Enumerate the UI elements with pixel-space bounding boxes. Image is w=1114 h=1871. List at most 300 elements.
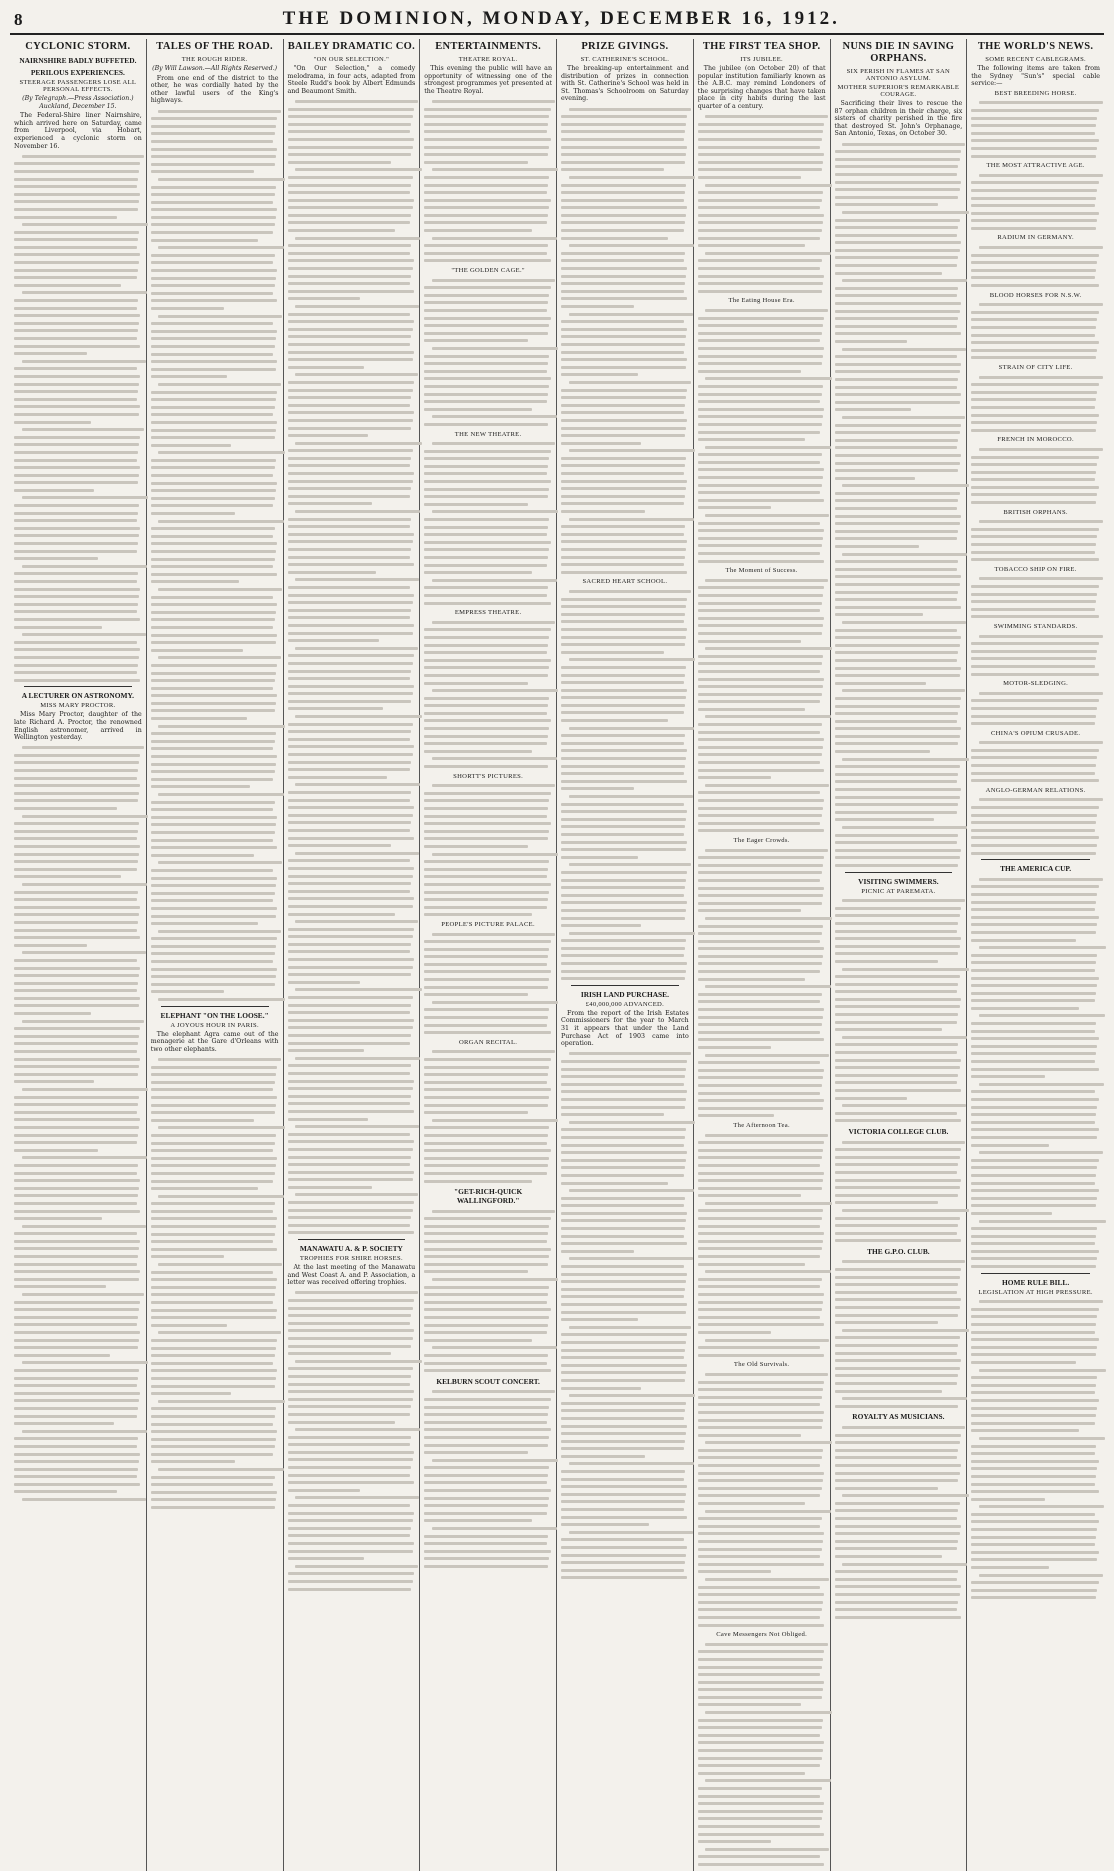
section-head: Cave Messengers Not Obliged. xyxy=(716,1631,808,1639)
text-line xyxy=(288,206,413,209)
text-line xyxy=(288,252,411,255)
text-line xyxy=(835,780,958,783)
text-line xyxy=(705,1270,830,1273)
text-line xyxy=(561,879,686,882)
text-line xyxy=(424,301,548,304)
text-line xyxy=(835,1585,961,1588)
text-line xyxy=(424,651,547,654)
text-line xyxy=(835,1352,958,1355)
text-line xyxy=(151,1407,276,1410)
cable-head: SWIMMING STANDARDS. xyxy=(993,622,1078,630)
text-line xyxy=(14,246,137,249)
text-line xyxy=(288,1216,412,1219)
text-line xyxy=(424,674,548,677)
text-line xyxy=(288,1133,411,1136)
text-line xyxy=(151,193,275,196)
text-line xyxy=(971,406,1095,409)
text-line xyxy=(561,229,684,232)
text-line xyxy=(151,687,274,690)
text-line xyxy=(698,393,822,396)
text-line xyxy=(561,1075,685,1078)
text-line xyxy=(561,1235,684,1238)
text-line xyxy=(971,1543,1095,1546)
text-line xyxy=(698,693,822,696)
text-line xyxy=(561,954,684,957)
text-line xyxy=(971,1346,1097,1349)
text-line xyxy=(698,317,824,320)
text-line xyxy=(971,650,1097,653)
text-line xyxy=(698,624,823,627)
text-line xyxy=(424,1504,548,1507)
text-line xyxy=(151,1081,275,1084)
text-line xyxy=(835,1517,958,1520)
text-line xyxy=(835,1119,961,1122)
text-line xyxy=(288,806,414,809)
article-intro: From one end of the district to the other, he was cordially hated by the other lawful users of the King's highways. xyxy=(150,74,279,105)
text-line xyxy=(979,798,1103,801)
text-line xyxy=(424,602,550,605)
text-line xyxy=(288,548,412,551)
text-line xyxy=(971,585,1098,588)
text-line xyxy=(971,1589,1097,1592)
text-line xyxy=(561,1227,685,1230)
text-line xyxy=(151,497,275,500)
text-line xyxy=(288,389,413,392)
text-line xyxy=(971,1513,1095,1516)
text-line xyxy=(14,1065,139,1068)
text-line xyxy=(288,1026,413,1029)
text-line xyxy=(835,930,958,933)
text-line xyxy=(561,704,685,707)
text-line xyxy=(424,712,547,715)
text-line xyxy=(14,868,137,871)
text-line xyxy=(698,955,823,958)
text-line xyxy=(424,393,548,396)
text-line xyxy=(561,199,684,202)
text-line xyxy=(698,1023,822,1026)
text-line xyxy=(971,318,1097,321)
text-line xyxy=(561,1265,684,1268)
text-line xyxy=(698,1240,823,1243)
text-line xyxy=(424,1428,550,1431)
text-line xyxy=(842,553,967,556)
text-line xyxy=(424,822,550,825)
text-line xyxy=(561,613,685,616)
text-line xyxy=(151,429,276,432)
subhead-2: STEERAGE PASSENGERS LOSE ALL PERSONAL EFFECTS. xyxy=(19,79,137,93)
byline: (By Will Lawson.—All Rights Reserved.) xyxy=(152,65,278,72)
text-line xyxy=(288,738,411,741)
section-head: The Eating House Era. xyxy=(728,297,795,305)
text-line xyxy=(424,309,547,312)
text-line xyxy=(151,375,228,378)
text-line xyxy=(288,1504,411,1507)
text-line xyxy=(151,1180,274,1183)
text-line xyxy=(971,1197,1097,1200)
text-line xyxy=(698,1016,823,1019)
text-line xyxy=(288,935,413,938)
text-line xyxy=(151,1119,254,1122)
article-intro-2: The elephant Agra came out of the menagerie at the Gare d'Orleans with two other elephants. xyxy=(150,1030,279,1053)
text-line xyxy=(698,1810,823,1813)
text-line xyxy=(14,1301,140,1304)
text-line xyxy=(698,1323,824,1326)
text-line xyxy=(698,947,824,950)
text-line xyxy=(698,1616,821,1619)
text-line xyxy=(561,1576,687,1579)
text-line xyxy=(158,1126,284,1129)
text-line xyxy=(971,1331,1095,1334)
text-line xyxy=(288,138,414,141)
text-line xyxy=(835,1344,959,1347)
text-line xyxy=(561,1303,687,1306)
text-line xyxy=(158,1058,281,1061)
subhead-2: £40,000,000 ADVANCED. xyxy=(585,1000,665,1008)
text-line xyxy=(158,861,282,864)
text-line xyxy=(424,1489,550,1492)
text-line xyxy=(288,1307,413,1310)
section-head: The Afternoon Tea. xyxy=(733,1121,790,1129)
text-line xyxy=(424,146,549,149)
text-line xyxy=(842,1036,967,1039)
text-line xyxy=(698,1411,824,1414)
text-line xyxy=(842,758,968,761)
headline-3: VICTORIA COLLEGE CLUB. xyxy=(848,1126,949,1136)
text-line xyxy=(561,1349,685,1352)
text-line xyxy=(561,711,684,714)
text-line xyxy=(288,502,372,505)
text-line xyxy=(151,709,275,712)
text-line xyxy=(698,1209,823,1212)
text-line xyxy=(835,735,960,738)
text-line xyxy=(424,1369,550,1372)
text-line xyxy=(288,814,413,817)
text-line xyxy=(14,1308,139,1311)
text-line xyxy=(432,100,555,103)
text-line xyxy=(698,229,822,232)
text-line xyxy=(424,1180,531,1183)
text-line xyxy=(698,1840,771,1843)
text-line xyxy=(14,557,98,560)
text-line xyxy=(432,1001,558,1004)
text-line xyxy=(424,727,549,730)
text-line xyxy=(151,1491,277,1494)
text-line xyxy=(151,1073,276,1076)
text-line xyxy=(561,848,686,851)
deck: NAIRNSHIRE BADLY BUFFETED. xyxy=(19,56,137,65)
text-line xyxy=(424,868,548,871)
text-line xyxy=(698,1757,822,1760)
text-line xyxy=(295,1428,420,1431)
text-line xyxy=(151,1286,276,1289)
text-line xyxy=(835,1487,938,1490)
text-line xyxy=(835,796,960,799)
text-line xyxy=(842,968,968,971)
text-line xyxy=(288,1466,412,1469)
text-line xyxy=(698,522,821,525)
text-line xyxy=(561,563,684,566)
text-line xyxy=(288,404,411,407)
text-line xyxy=(151,823,276,826)
text-line xyxy=(569,1531,693,1534)
text-line xyxy=(698,1354,824,1357)
text-line xyxy=(835,1441,960,1444)
text-line xyxy=(151,975,276,978)
text-line xyxy=(424,332,548,335)
text-line xyxy=(561,206,687,209)
text-line xyxy=(971,665,1095,668)
text-line xyxy=(288,1201,414,1204)
text-line xyxy=(971,608,1095,611)
text-line xyxy=(979,946,1106,949)
text-line xyxy=(835,1201,938,1204)
text-line xyxy=(569,108,692,111)
text-line xyxy=(835,990,958,993)
text-line xyxy=(971,969,1095,972)
text-line xyxy=(835,1186,960,1189)
text-line xyxy=(971,992,1096,995)
text-line xyxy=(22,815,148,818)
text-line xyxy=(14,534,139,537)
text-line xyxy=(971,334,1095,337)
text-line xyxy=(151,1415,275,1418)
text-line xyxy=(561,1516,687,1519)
text-line xyxy=(705,849,828,852)
text-line xyxy=(14,1027,140,1030)
text-line xyxy=(151,1423,274,1426)
text-line xyxy=(288,586,411,589)
text-line xyxy=(698,1308,822,1311)
text-line xyxy=(835,720,958,723)
text-line xyxy=(288,837,414,840)
text-line xyxy=(14,329,138,332)
text-line xyxy=(14,982,138,985)
text-line xyxy=(151,368,276,371)
text-line xyxy=(979,448,1103,451)
text-line xyxy=(971,551,1095,554)
text-line xyxy=(698,776,771,779)
text-line xyxy=(288,1413,411,1416)
text-line xyxy=(698,602,822,605)
text-line xyxy=(424,1164,548,1167)
text-line xyxy=(835,907,961,910)
text-line xyxy=(14,792,139,795)
text-line xyxy=(835,401,960,404)
text-line xyxy=(14,193,140,196)
text-line xyxy=(288,950,411,953)
text-line xyxy=(698,1419,823,1422)
text-line xyxy=(835,454,961,457)
text-line xyxy=(979,520,1103,523)
text-line xyxy=(971,117,1097,120)
text-line xyxy=(698,453,822,456)
column-6 xyxy=(694,39,831,1871)
section-head: PEOPLE'S PICTURE PALACE. xyxy=(441,920,535,928)
text-line xyxy=(14,913,139,916)
text-line xyxy=(424,1111,527,1114)
text-line xyxy=(835,1616,961,1619)
text-line xyxy=(705,115,828,118)
text-line xyxy=(561,540,687,543)
text-line xyxy=(971,124,1096,127)
text-line xyxy=(14,572,138,575)
text-line xyxy=(432,689,558,692)
text-line xyxy=(14,550,137,553)
text-line xyxy=(561,1128,686,1131)
text-line xyxy=(698,1734,821,1737)
text-line xyxy=(151,854,254,857)
text-line xyxy=(698,822,821,825)
text-line xyxy=(151,1339,277,1342)
text-line xyxy=(705,1134,828,1137)
text-line xyxy=(14,276,137,279)
text-line xyxy=(569,176,695,179)
text-line xyxy=(835,575,961,578)
text-line xyxy=(14,1354,110,1357)
subhead: THEATRE ROYAL. xyxy=(458,56,518,63)
text-line xyxy=(698,879,821,882)
text-line xyxy=(569,1189,694,1192)
text-line xyxy=(835,477,915,480)
text-line xyxy=(424,1255,549,1258)
text-line xyxy=(14,367,137,370)
text-line xyxy=(561,1106,685,1109)
text-line xyxy=(288,1580,413,1583)
cable-head: TOBACCO SHIP ON FIRE. xyxy=(994,565,1077,573)
text-line xyxy=(151,877,277,880)
text-line xyxy=(288,1322,411,1325)
column-4 xyxy=(420,39,557,1871)
headline: ENTERTAINMENTS. xyxy=(435,41,541,52)
text-line xyxy=(14,1096,139,1099)
text-line xyxy=(288,639,380,642)
text-line xyxy=(151,580,239,583)
text-line xyxy=(288,685,414,688)
text-line xyxy=(14,1323,137,1326)
text-line xyxy=(288,1080,414,1083)
text-line xyxy=(971,600,1096,603)
text-line xyxy=(705,784,829,787)
text-line xyxy=(151,132,275,135)
text-line xyxy=(424,948,549,951)
article-body-2 xyxy=(288,1291,416,1590)
text-line xyxy=(151,573,277,576)
text-line xyxy=(22,1361,148,1364)
text-line xyxy=(698,1141,824,1144)
text-line xyxy=(835,439,959,442)
text-line xyxy=(971,1498,1044,1501)
text-line xyxy=(835,1472,960,1475)
text-line xyxy=(698,632,822,635)
article-intro: The following items are taken from the Sydney "Sun's" special cable service:— xyxy=(971,65,1100,88)
text-line xyxy=(835,1449,959,1452)
text-line xyxy=(424,339,527,342)
text-line xyxy=(971,901,1096,904)
text-line xyxy=(835,393,961,396)
text-line xyxy=(561,442,641,445)
article-intro: "On Our Selection," a comedy melodrama, in four acts, adapted from Steele Rudd's book by Albert Edmunds and Beaumont Smith. xyxy=(287,65,416,95)
text-line xyxy=(561,320,684,323)
text-line xyxy=(971,429,1096,432)
text-line xyxy=(151,1369,277,1372)
headline: THE FIRST TEA SHOP. xyxy=(702,41,821,52)
text-line xyxy=(151,444,231,447)
text-line xyxy=(698,408,824,411)
text-line xyxy=(835,507,958,510)
text-line xyxy=(14,1103,138,1106)
text-line xyxy=(151,277,276,280)
text-line xyxy=(835,1081,958,1084)
text-line xyxy=(698,1787,822,1790)
text-line xyxy=(14,238,138,241)
text-line xyxy=(151,482,277,485)
text-line xyxy=(432,279,555,282)
text-line xyxy=(561,1333,687,1336)
text-line xyxy=(561,939,686,942)
text-line xyxy=(288,890,411,893)
text-line xyxy=(424,252,547,255)
text-line xyxy=(698,1076,823,1079)
text-line xyxy=(288,761,412,764)
text-line xyxy=(561,1144,684,1147)
text-line xyxy=(14,421,91,424)
text-line xyxy=(698,1555,821,1558)
text-line xyxy=(561,1166,685,1169)
text-line xyxy=(151,565,274,568)
text-line xyxy=(424,355,549,358)
text-line xyxy=(835,568,958,571)
text-line xyxy=(151,398,276,401)
text-line xyxy=(424,229,531,232)
text-line xyxy=(698,1263,805,1266)
text-line xyxy=(14,837,137,840)
text-line xyxy=(14,754,140,757)
text-line xyxy=(158,725,284,728)
text-line xyxy=(561,480,687,483)
text-line xyxy=(698,237,821,240)
text-line xyxy=(561,977,685,980)
text-line xyxy=(295,920,418,923)
subhead-2: A JOYOUS HOUR IN PARIS. xyxy=(170,1021,259,1029)
text-line xyxy=(835,922,959,925)
text-line xyxy=(979,878,1103,881)
text-line xyxy=(569,932,695,935)
text-line xyxy=(842,826,967,829)
text-line xyxy=(14,466,140,469)
text-line xyxy=(151,755,277,758)
text-line xyxy=(698,723,822,726)
text-line xyxy=(14,1134,138,1137)
text-line xyxy=(698,1726,822,1729)
section-head: SACRED HEART SCHOOL. xyxy=(582,578,668,586)
text-line xyxy=(971,261,1097,264)
text-line xyxy=(835,1028,942,1031)
text-line xyxy=(158,793,283,796)
text-line xyxy=(971,1452,1095,1455)
text-line xyxy=(288,692,413,695)
text-line xyxy=(14,822,139,825)
text-line xyxy=(424,244,548,247)
text-line xyxy=(14,1285,106,1288)
text-line xyxy=(835,1066,960,1069)
text-line xyxy=(288,328,413,331)
text-line xyxy=(151,1347,276,1350)
text-line xyxy=(561,1425,687,1428)
text-line xyxy=(288,297,361,300)
text-line xyxy=(561,221,685,224)
text-line xyxy=(698,1487,822,1490)
text-line xyxy=(561,901,687,904)
